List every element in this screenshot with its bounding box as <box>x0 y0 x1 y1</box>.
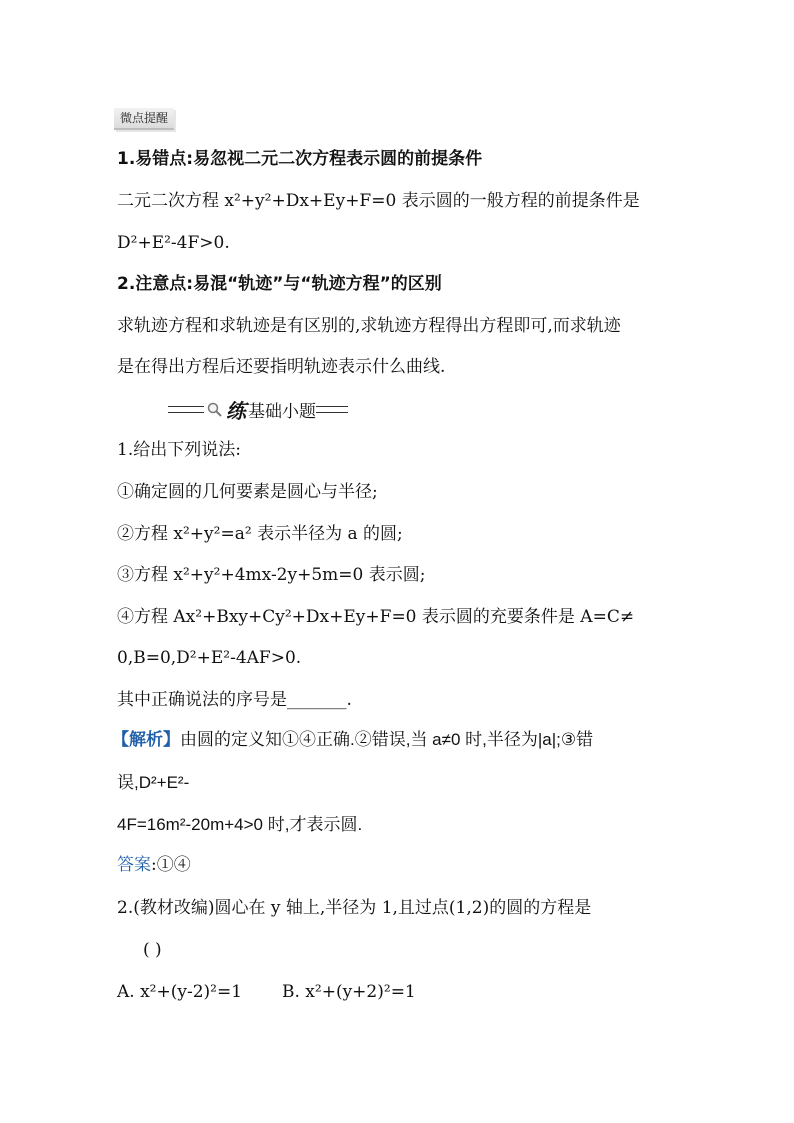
answer-value: :①④ <box>151 855 191 875</box>
analysis-text-1: 由圆的定义知①④正确.②错误,当 a≠0 时,半径为|a|;③错 <box>180 730 594 749</box>
q1-option-2: ②方程 x²+y²=a² 表示半径为 a 的圆; <box>117 524 403 544</box>
q2-option-a: A. x²+(y-2)²=1 <box>117 982 243 1002</box>
section1-line1: 二元二次方程 x²+y²+Dx+Ey+F=0 表示圆的一般方程的前提条件是 <box>117 191 640 211</box>
q1-analysis-line3: 4F=16m²-20m+4>0 时,才表示圆. <box>117 815 363 834</box>
q2-stem: 2.(教材改编)圆心在 y 轴上,半径为 1,且过点(1,2)的圆的方程是 <box>117 898 592 918</box>
section1-line2: D²+E²-4F>0. <box>117 233 230 253</box>
q1-question: 其中正确说法的序号是_______. <box>117 690 352 710</box>
q1-analysis-line2: 误,D²+E²- <box>117 773 190 792</box>
banner-rule-left <box>168 406 204 413</box>
section2-line2: 是在得出方程后还要指明轨迹表示什么曲线. <box>117 357 446 377</box>
banner-title: 基础小题 <box>248 401 316 422</box>
analysis-label: 【解析】 <box>112 730 180 750</box>
q1-stem: 1.给出下列说法: <box>117 440 241 460</box>
q1-option-4a: ④方程 Ax²+Bxy+Cy²+Dx+Ey+F=0 表示圆的充要条件是 A=C≠ <box>117 607 635 627</box>
q2-option-b: B. x²+(y+2)²=1 <box>282 982 416 1002</box>
q1-answer <box>117 853 191 877</box>
section2-heading: 2.注意点:易混“轨迹”与“轨迹方程”的区别 <box>117 274 442 294</box>
practice-banner <box>168 395 348 423</box>
tip-tag: 微点提醒 <box>114 108 174 130</box>
q2-answer-paren: ( ) <box>143 940 162 960</box>
section1-heading: 1.易错点:易忽视二元二次方程表示圆的前提条件 <box>117 149 483 169</box>
magnifier-icon <box>206 400 224 418</box>
practice-char: 练 <box>226 398 246 423</box>
q1-analysis-line1 <box>112 728 593 752</box>
banner-rule-right <box>316 406 348 413</box>
q1-option-4b: 0,B=0,D²+E²-4AF>0. <box>117 648 302 668</box>
q1-option-1: ①确定圆的几何要素是圆心与半径; <box>117 482 378 502</box>
q1-option-3: ③方程 x²+y²+4mx-2y+5m=0 表示圆; <box>117 565 426 585</box>
section2-line1: 求轨迹方程和求轨迹是有区别的,求轨迹方程得出方程即可,而求轨迹 <box>117 316 621 336</box>
answer-label: 答案 <box>117 855 151 875</box>
